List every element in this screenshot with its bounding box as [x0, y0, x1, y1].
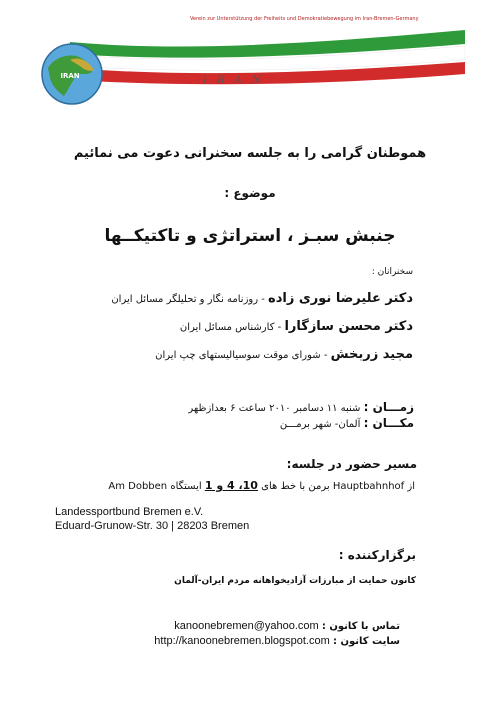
route-title: مسیر حضور در جلسه: — [286, 457, 417, 471]
speaker-name: دکتر محسن سازگارا — [284, 319, 413, 334]
route-directions — [108, 479, 415, 492]
address-line-2: Eduard-Grunow-Str. 30 | 28203 Bremen — [55, 520, 250, 532]
banner-iran-text: IRAN — [203, 75, 271, 86]
time-row — [188, 400, 414, 414]
contact-site-row — [154, 635, 400, 647]
route-lines: 10، 4 و 1 — [204, 479, 258, 492]
place-value: آلمان- شهر برمـــن — [279, 419, 361, 430]
contact-email-label: تماس با کانون : — [321, 621, 400, 632]
speaker-row — [111, 291, 413, 306]
place-row — [280, 416, 414, 430]
topic-title: جنبش سبـز ، استراتژی و تاکتیکــها — [104, 226, 396, 246]
subject-label: موضوع : — [224, 186, 276, 200]
contact-email-row — [174, 620, 400, 632]
time-label: زمـــان : — [363, 400, 414, 414]
organizer-name: کانون حمایت از مبارزات آزادیخواهانه مردم ایران-آلمان — [174, 576, 416, 586]
route-from: از — [407, 481, 415, 492]
speaker-name: دکتر علیرضا نوری زاده — [268, 291, 413, 306]
speaker-name: مجید زربخش — [330, 347, 413, 362]
speakers-label: سخنرانان : — [371, 267, 413, 277]
route-mid: برمن با خط های — [261, 481, 330, 492]
contact-site-link[interactable]: http://kanoonebremen.blogspot.com — [154, 635, 330, 647]
globe-logo-icon — [40, 42, 104, 106]
route-station: Hauptbahnhof — [332, 481, 405, 492]
route-stop-word: ایستگاه — [170, 481, 202, 492]
speaker-desc: - شورای موقت سوسیالیستهای چپ ایران — [155, 350, 328, 361]
place-label: مکـــان : — [363, 416, 414, 430]
organization-tagline: Verein zur Unterstützung der Freiheits und Demokratiebewegung im Iran-Bremen-Germany — [190, 16, 419, 22]
speaker-desc: - کارشناس مسائل ایران — [179, 322, 282, 333]
speaker-row — [155, 347, 413, 362]
contact-site-label: سایت کانون : — [332, 636, 400, 647]
speaker-row — [180, 319, 413, 334]
time-value: شنبه ۱۱ دسامبر ۲۰۱۰ ساعت ۶ بعدازظهر — [188, 403, 361, 414]
address-line-1: Landessportbund Bremen e.V. — [55, 506, 204, 518]
route-stop: Am Dobben — [108, 481, 168, 492]
contact-email-link[interactable]: kanoonebremen@yahoo.com — [174, 620, 319, 632]
speaker-desc: - روزنامه نگار و تحلیلگر مسائل ایران — [111, 294, 265, 305]
globe-label: IRAN — [60, 72, 80, 80]
organizer-title: برگزارکننده : — [338, 548, 416, 562]
invitation-line: هموطنان گرامی را به جلسه سخنرانی دعوت می نمائیم — [73, 146, 427, 161]
